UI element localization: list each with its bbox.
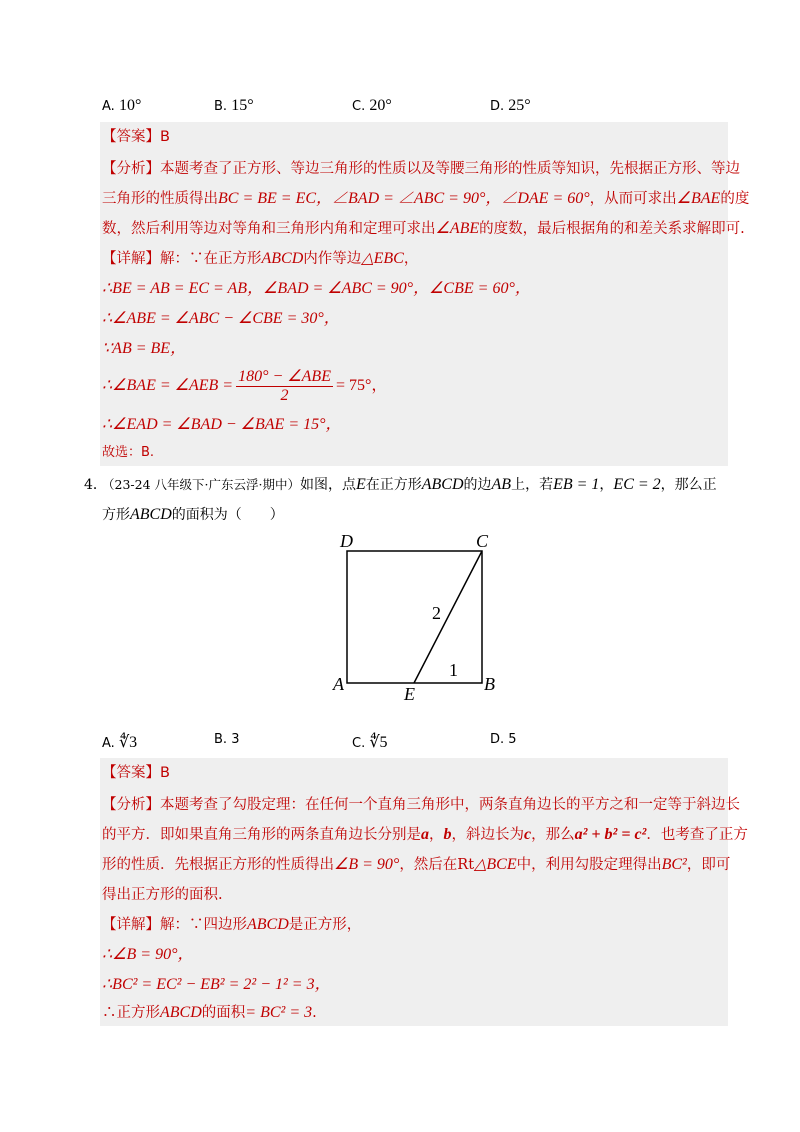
square-diagram (330, 530, 510, 705)
stem-text: 如图，点 (299, 477, 356, 493)
stem-text: 在正方形 (365, 477, 422, 493)
question-number: 4． (84, 477, 107, 493)
option-letter: B. (214, 99, 228, 114)
detail-text: ∴正方形 (102, 1005, 160, 1021)
question-source: （23-24 八年级下·广东云浮·期中） (102, 477, 300, 492)
option-value: 15° (231, 97, 254, 114)
math-expression: c (524, 826, 532, 843)
math-expression: E (355, 476, 366, 493)
detail-text: 是正方形， (288, 917, 362, 933)
math-expression: ∴∠BAE = ∠AEB = (102, 377, 234, 394)
q4-analysis-line-1 (102, 795, 740, 815)
q4-stem-line-1 (84, 475, 717, 495)
analysis-text: ，即可 (686, 857, 731, 873)
option-value: ∜5 (369, 734, 388, 751)
math-expression: ∠B = 90° (334, 856, 400, 873)
math-expression: ABCD (130, 506, 172, 523)
analysis-tag: 【分析】 (102, 161, 160, 177)
square-outline (347, 551, 482, 683)
answer-tag: 【答案】 (102, 765, 160, 781)
analysis-text: 的平方．即如果直角三角形的两条直角边长分别是 (102, 827, 421, 843)
answer-value: B (160, 129, 170, 145)
label-b: B (484, 674, 495, 694)
analysis-text: ， (429, 827, 444, 843)
analysis-text: 数，然后利用等边对等角和三角形内角和定理可求出 (102, 221, 436, 237)
math-expression: ABCD (247, 916, 289, 933)
q4-detail-intro (102, 915, 361, 935)
option-letter: C. (352, 99, 366, 114)
math-expression: BC² (661, 856, 687, 873)
math-expression: b (443, 826, 452, 843)
math-expression: ABCD (261, 250, 304, 267)
detail-text: 的面积 (201, 1005, 246, 1021)
option-value: ∜3 (118, 734, 138, 751)
math-expression: ∠ABE (435, 220, 480, 237)
stem-text: 方形 (102, 507, 130, 523)
math-expression: EC = 2 (613, 476, 661, 493)
q3-answer (102, 127, 170, 147)
detail-text: ， (403, 251, 419, 267)
detail-text: . (312, 1005, 317, 1021)
answer-value: B (160, 765, 170, 781)
detail-text: 解：∵在正方形 (160, 251, 262, 267)
q3-analysis-line-1 (102, 159, 740, 179)
q4-analysis-line-4: 得出正方形的面积. (102, 887, 223, 903)
math-expression: △EBC (361, 250, 404, 267)
q4-step-2: ∴BC² = EC² − EB² = 2² − 1² = 3， (102, 976, 331, 993)
q4-step-1: ∴∠B = 90°， (102, 946, 194, 963)
option-value: 25° (508, 97, 531, 114)
q3-option-c (352, 97, 392, 115)
option-value: 10° (118, 97, 142, 114)
q3-detail-intro (102, 249, 418, 269)
stem-text: 的面积为（ ） (171, 507, 284, 523)
math-expression: BC = BE = EC (218, 190, 317, 207)
q4-answer (102, 763, 170, 783)
option-value: 20° (369, 97, 392, 114)
analysis-text: 本题考查了勾股定理：在任何一个直角三角形中，两条直角边长的平方之和一定等于斜边长 (160, 797, 740, 813)
math-expression: ABCD (160, 1004, 202, 1021)
label-c: C (476, 531, 489, 551)
q3-step-4 (102, 366, 387, 406)
q3-option-a (102, 97, 141, 115)
q4-option-a (102, 732, 137, 752)
analysis-text: ，那么 (531, 827, 575, 843)
q3-choose: 故选：B. (102, 445, 155, 460)
math-expression: △BCE (474, 856, 517, 873)
segment-ec (414, 551, 482, 683)
analysis-text: 三角形的性质得出 (102, 191, 218, 207)
detail-text: 内作等边 (303, 251, 362, 267)
math-expression: = BC² = 3 (245, 1004, 313, 1021)
q3-step-1: ∴BE = AB = EC = AB，∠BAD = ∠ABC = 90°，∠CBE = 60°， (102, 280, 531, 297)
analysis-text: ，斜边长为 (451, 827, 524, 843)
analysis-text: 本题考查了正方形、等边三角形的性质以及等腰三角形的性质等知识，先根据正方形、等边 (160, 161, 740, 177)
q4-step-3 (102, 1003, 317, 1023)
analysis-text: 的度数，最后根据角的和差关系求解即可. (479, 221, 745, 237)
option-letter: D. (490, 99, 505, 114)
analysis-text: 形的性质．先根据正方形的性质得出 (102, 857, 334, 873)
q3-step-5: ∴∠EAD = ∠BAD − ∠BAE = 15°， (102, 416, 342, 433)
stem-text: 上，若 (511, 477, 554, 493)
math-expression: = 75°， (335, 377, 388, 394)
q3-step-3: ∵AB = BE， (102, 340, 187, 357)
q3-option-b (214, 97, 254, 115)
math-expression: AB (491, 476, 512, 493)
math-expression: ，∠BAD = ∠ABC = 90°，∠DAE = 60° (316, 190, 590, 207)
q4-analysis-line-3 (102, 855, 730, 875)
detail-tag: 【详解】 (102, 917, 160, 933)
option-value: 3 (231, 732, 240, 747)
option-letter: A. (102, 736, 115, 751)
detail-tag: 【详解】 (102, 251, 160, 267)
math-expression: EB = 1 (553, 476, 600, 493)
option-letter: D. (490, 732, 505, 747)
label-ec-length: 2 (432, 603, 441, 623)
q3-step-2: ∴∠ABE = ∠ABC − ∠CBE = 30°， (102, 310, 340, 327)
analysis-text: 的度 (720, 191, 750, 207)
fraction (236, 368, 333, 405)
q4-option-b (214, 732, 239, 747)
stem-text: 的边 (463, 477, 492, 493)
analysis-text: ．也考查了正方 (646, 827, 748, 843)
label-eb-length: 1 (449, 660, 458, 680)
option-letter: B. (214, 732, 228, 747)
q4-option-c (352, 732, 388, 752)
analysis-text: 中，利用勾股定理得出 (516, 857, 662, 873)
analysis-tag: 【分析】 (102, 797, 160, 813)
label-e: E (404, 684, 415, 704)
q4-analysis-line-2 (102, 825, 748, 845)
q3-option-d (490, 97, 531, 115)
q4-option-d (490, 732, 517, 747)
q4-stem-line-2 (102, 505, 284, 525)
math-expression: ABCD (421, 476, 464, 493)
label-d: D (340, 531, 353, 551)
answer-tag: 【答案】 (102, 129, 160, 145)
label-a: A (333, 674, 344, 694)
q3-analysis-line-2 (102, 189, 749, 209)
fraction-numerator: 180° − ∠ABE (238, 367, 331, 385)
analysis-text: ，从而可求出 (589, 191, 677, 207)
fraction-denominator: 2 (280, 386, 289, 404)
math-expression: a² + b² = c² (574, 826, 647, 843)
math-expression: a (421, 826, 429, 843)
q3-analysis-line-3 (102, 219, 745, 239)
option-value: 5 (508, 732, 517, 747)
math-expression: ∠BAE (676, 190, 721, 207)
analysis-text: ，然后在Rt (399, 857, 475, 873)
option-letter: C. (352, 736, 366, 751)
detail-text: 解：∵四边形 (160, 917, 247, 933)
option-letter: A. (102, 99, 115, 114)
stem-text: ， (599, 477, 614, 493)
stem-text: ，那么正 (660, 477, 717, 493)
